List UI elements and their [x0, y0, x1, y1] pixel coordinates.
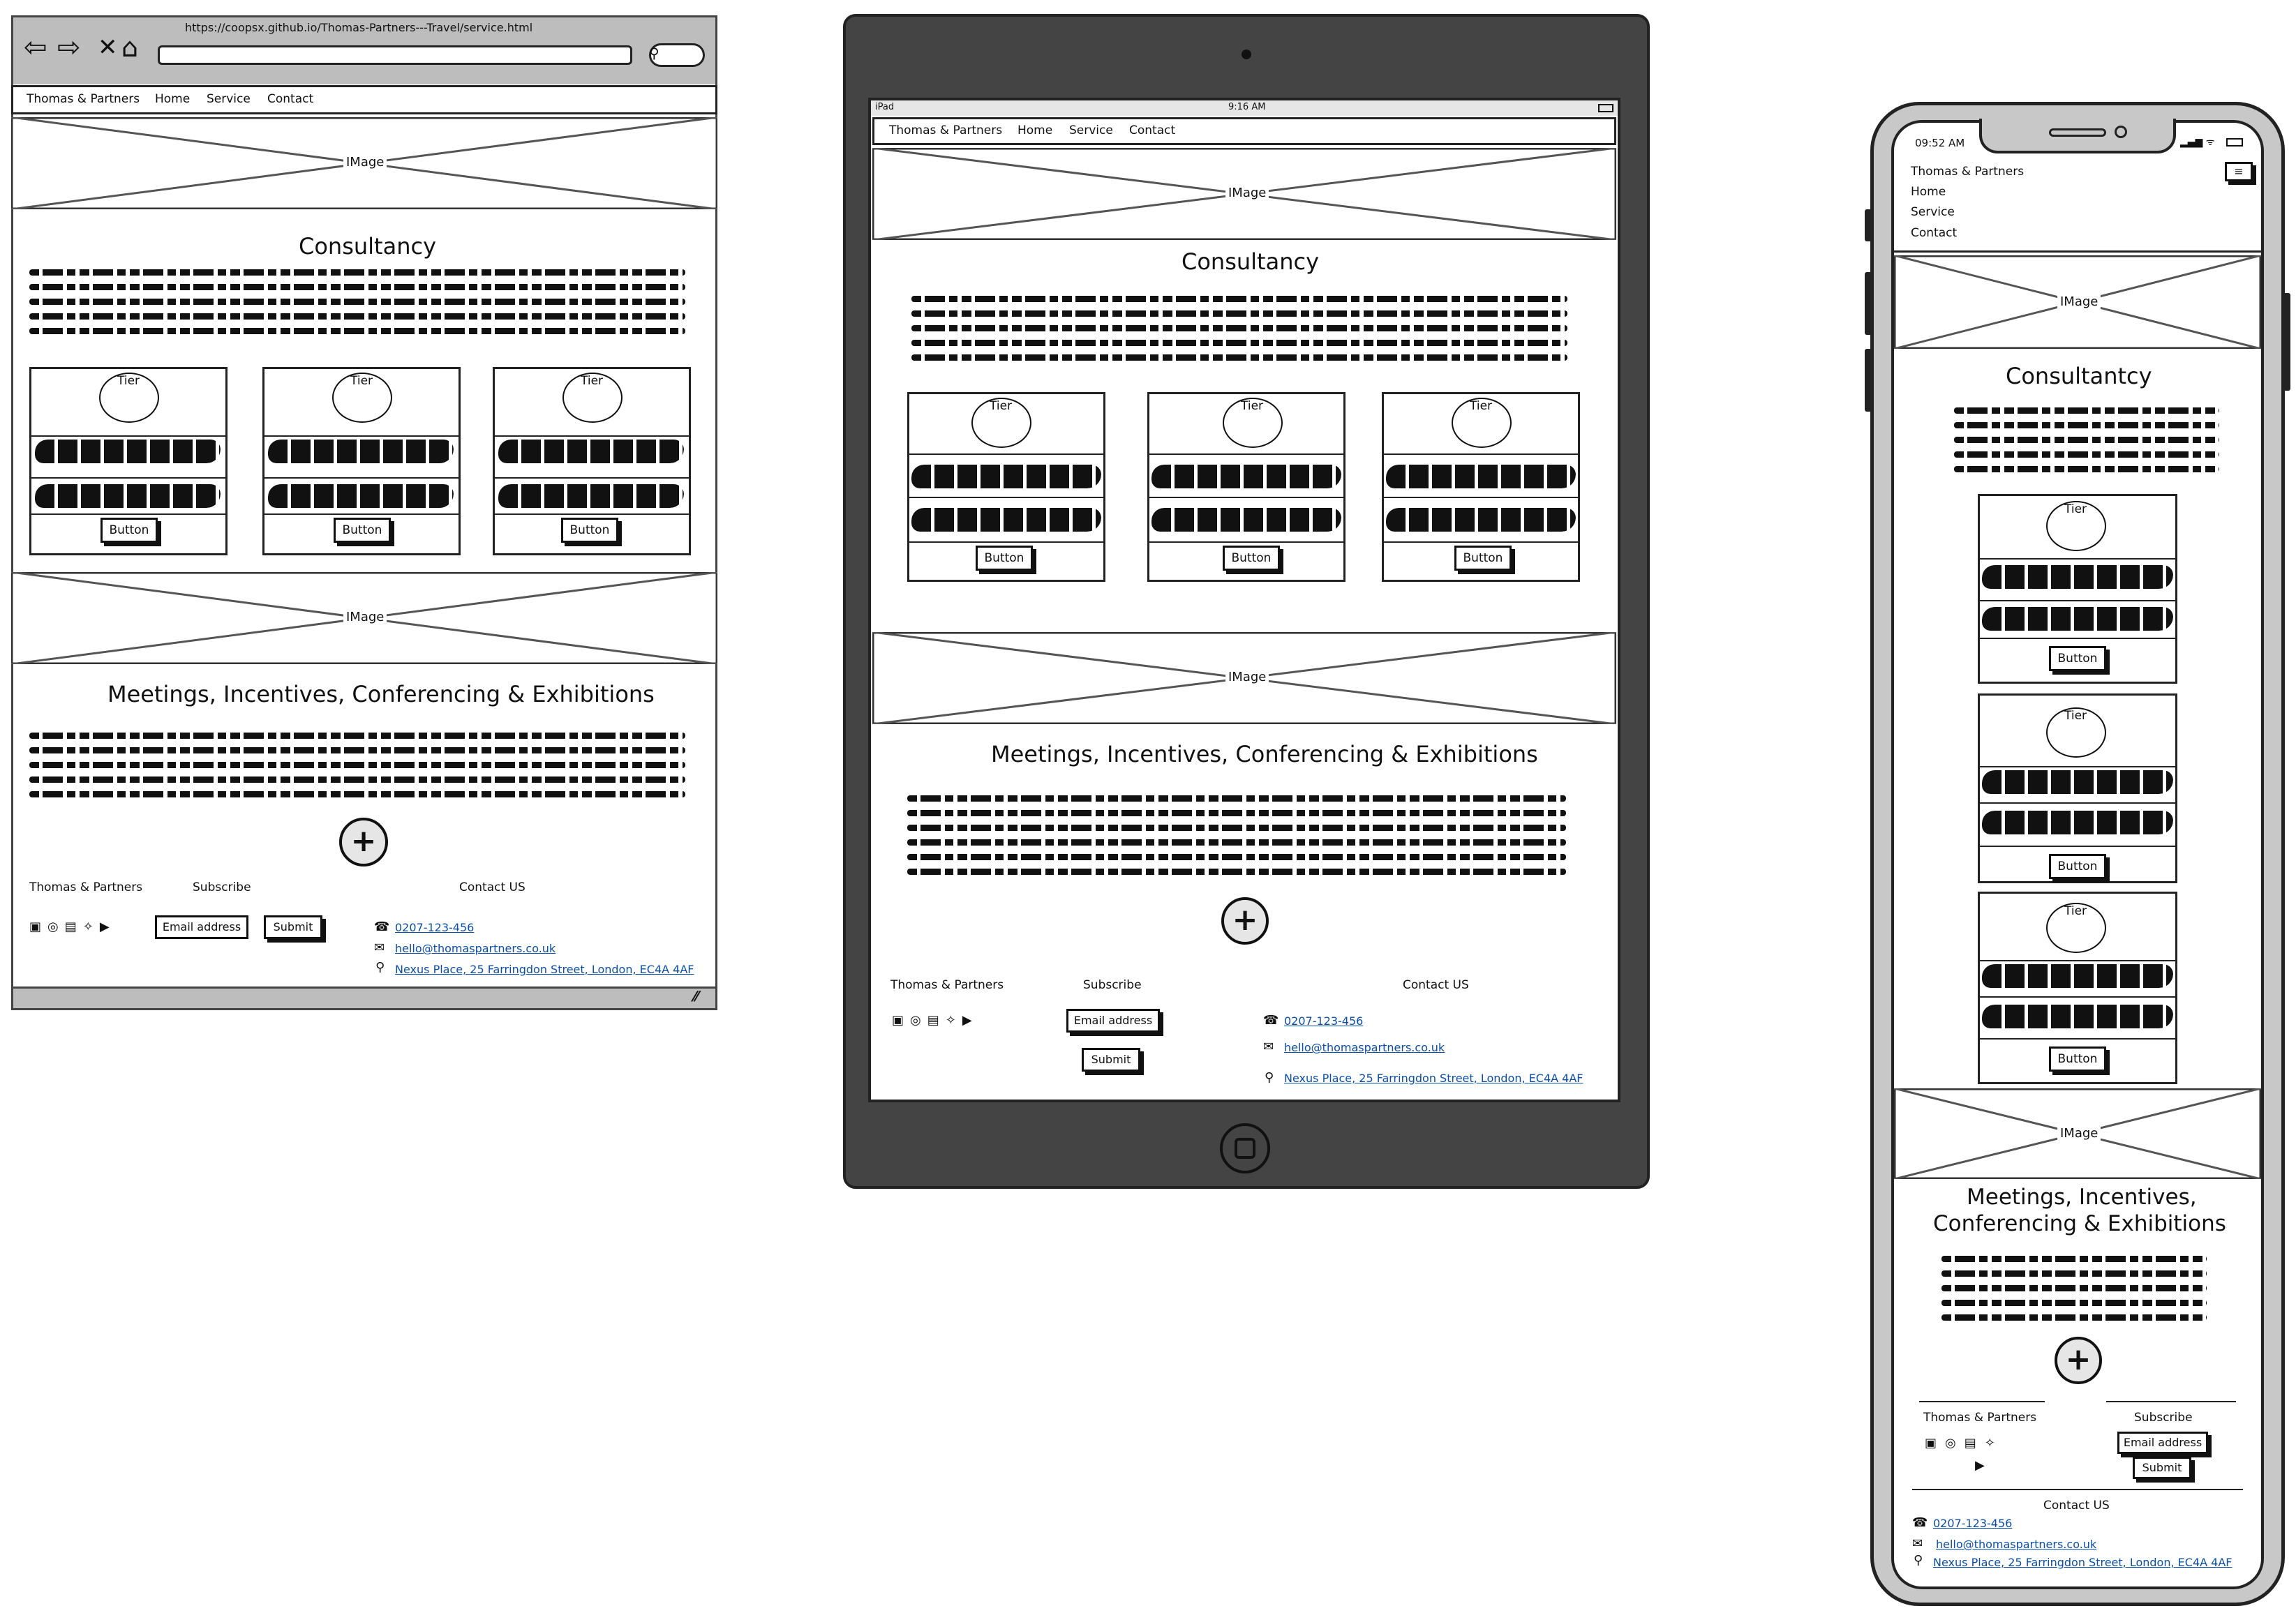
footer-subscribe: Subscribe: [2134, 1411, 2193, 1425]
section-title: Consultancy: [299, 233, 437, 260]
section-title: Meetings, Incentives, Conferencing & Exhibitions: [991, 741, 1538, 767]
phone-side-button: [2283, 293, 2290, 391]
address-link[interactable]: Nexus Place, 25 Farringdon Street, London, EC4A 4AF: [1933, 1556, 2232, 1569]
footer-subscribe: Subscribe: [1083, 978, 1142, 992]
section-title: Meetings, Incentives,: [1967, 1185, 2197, 1210]
body-text-scribble: [911, 296, 1567, 369]
body-text-scribble: [29, 269, 685, 343]
hamburger-icon[interactable]: ≡: [2225, 162, 2253, 181]
mail-icon: ✉: [1912, 1536, 1923, 1551]
linkedin-icon[interactable]: ▤: [64, 920, 83, 934]
divider: [1978, 802, 2177, 804]
email-field[interactable]: Email address: [2117, 1432, 2208, 1454]
mail-icon: ✉: [1263, 1040, 1274, 1054]
phone-link[interactable]: 0207-123-456: [395, 921, 475, 934]
social-icons: [892, 1013, 978, 1028]
footer-brand: Thomas & Partners: [890, 978, 1004, 992]
email-link[interactable]: hello@thomaspartners.co.uk: [1936, 1538, 2097, 1551]
footer-contact: Contact US: [1403, 978, 1469, 992]
front-camera: [2115, 126, 2127, 138]
forward-icon[interactable]: ⇨: [57, 31, 81, 63]
image-label: IMage: [2057, 294, 2101, 309]
image-label: IMage: [343, 610, 387, 624]
phone-side-button: [1865, 272, 1872, 335]
divider: [1147, 497, 1345, 498]
tier-button[interactable]: Button: [976, 546, 1033, 571]
section-title: Meetings, Incentives, Conferencing & Exhibitions: [107, 681, 655, 707]
text-scribble: [1386, 508, 1576, 532]
status-time: 9:16 AM: [1228, 102, 1266, 112]
home-icon[interactable]: ⌂: [121, 32, 139, 63]
battery-icon: [2226, 138, 2243, 147]
body-text-scribble: [1941, 1256, 2207, 1329]
twitter-icon[interactable]: ✧: [82, 920, 100, 934]
tier-button[interactable]: Button: [334, 518, 391, 543]
mail-icon: ✉: [374, 940, 385, 955]
text-scribble: [498, 484, 684, 508]
nav-home[interactable]: Home: [1911, 185, 1946, 199]
plus-icon[interactable]: +: [2055, 1337, 2102, 1384]
nav-home[interactable]: Home: [1017, 123, 1053, 137]
submit-button[interactable]: Submit: [1082, 1048, 1140, 1072]
social-icons: [29, 920, 116, 934]
tier-button[interactable]: Button: [100, 518, 158, 543]
nav-contact[interactable]: Contact: [267, 92, 314, 106]
battery-icon: [1598, 104, 1613, 112]
instagram-icon[interactable]: ◎: [47, 920, 65, 934]
phone-icon: ☎: [1912, 1515, 1928, 1530]
body-text-scribble: [907, 795, 1566, 883]
text-scribble: [911, 508, 1101, 532]
home-button-square-icon: [1235, 1138, 1255, 1159]
footer-contact: Contact US: [2043, 1499, 2110, 1513]
divider: [1382, 497, 1580, 498]
stop-icon[interactable]: ✕: [98, 33, 118, 61]
text-scribble: [268, 484, 454, 508]
footer-brand: Thomas & Partners: [1923, 1411, 2037, 1425]
footer-contact: Contact US: [459, 880, 525, 894]
divider: [29, 435, 228, 437]
browser-status-bar: [13, 986, 715, 1008]
resize-handle-icon[interactable]: ⁄⁄: [694, 988, 699, 1005]
facebook-icon[interactable]: ▣: [892, 1013, 911, 1028]
text-scribble: [1982, 770, 2173, 794]
divider: [29, 513, 228, 515]
email-field[interactable]: Email address: [1066, 1009, 1160, 1033]
tier-label: Tier: [1470, 399, 1493, 413]
image-label: IMage: [343, 155, 387, 170]
section-title: Consultantcy: [2006, 363, 2152, 389]
tier-button[interactable]: Button: [1223, 546, 1280, 571]
tier-label: Tier: [2064, 502, 2087, 516]
phone-side-button: [1865, 349, 1872, 412]
nav-service[interactable]: Service: [1911, 205, 1955, 219]
text-scribble: [911, 465, 1101, 488]
footer-brand: Thomas & Partners: [29, 880, 143, 894]
facebook-icon[interactable]: ▣: [1925, 1436, 1946, 1450]
divider: [1147, 453, 1345, 455]
divider: [1147, 541, 1345, 543]
text-scribble: [1386, 465, 1576, 488]
tier-label: Tier: [990, 399, 1013, 413]
divider: [1978, 846, 2177, 847]
email-field[interactable]: Email address: [155, 915, 248, 939]
section-title: Consultancy: [1181, 248, 1320, 275]
browser-url-text: https://coopsx.github.io/Thomas-Partners---Travel/service.html: [185, 21, 533, 34]
nav-home[interactable]: Home: [155, 92, 191, 106]
twitter-icon[interactable]: ✧: [945, 1013, 962, 1028]
nav-brand[interactable]: Thomas & Partners: [27, 92, 140, 106]
nav-service[interactable]: Service: [1069, 123, 1113, 137]
plus-icon[interactable]: +: [1221, 897, 1269, 945]
twitter-icon[interactable]: ✧: [1984, 1436, 2004, 1450]
tier-label: Tier: [581, 374, 604, 388]
text-scribble: [1982, 607, 2173, 631]
text-scribble: [1982, 964, 2173, 988]
instagram-icon[interactable]: ◎: [910, 1013, 927, 1028]
tablet-camera: [1242, 50, 1251, 59]
map-pin-icon: ⚲: [375, 960, 385, 975]
divider: [262, 513, 461, 515]
phone-link[interactable]: 0207-123-456: [1284, 1014, 1364, 1028]
text-scribble: [1982, 811, 2173, 834]
address-link[interactable]: Nexus Place, 25 Farringdon Street, London, EC4A 4AF: [1284, 1072, 1583, 1085]
image-label: IMage: [2057, 1126, 2101, 1141]
divider: [1978, 766, 2177, 767]
body-text-scribble: [1954, 407, 2219, 481]
tier-label: Tier: [2064, 904, 2087, 918]
divider: [1978, 960, 2177, 961]
divider: [1978, 600, 2177, 601]
phone-link[interactable]: 0207-123-456: [1933, 1517, 2013, 1530]
tier-button[interactable]: Button: [561, 518, 618, 543]
search-icon: ⚲: [649, 45, 659, 61]
linkedin-icon[interactable]: ▤: [927, 1013, 946, 1028]
text-scribble: [498, 440, 684, 463]
text-scribble: [268, 440, 454, 463]
divider: [493, 435, 691, 437]
tier-button[interactable]: Button: [1454, 546, 1512, 571]
tier-label: Tier: [2064, 709, 2087, 723]
map-pin-icon: ⚲: [1265, 1070, 1274, 1085]
divider: [1978, 996, 2177, 998]
divider: [1978, 1038, 2177, 1040]
text-scribble: [1151, 508, 1341, 532]
status-device: iPad: [875, 102, 895, 112]
email-link[interactable]: hello@thomaspartners.co.uk: [395, 942, 556, 955]
text-scribble: [1151, 465, 1341, 488]
phone-icon: ☎: [374, 920, 390, 934]
youtube-icon[interactable]: ▶: [99, 920, 116, 934]
divider: [1382, 541, 1580, 543]
tier-label: Tier: [117, 374, 140, 388]
divider: [2106, 1401, 2236, 1402]
text-scribble: [35, 484, 221, 508]
divider: [29, 477, 228, 479]
nav-contact[interactable]: Contact: [1129, 123, 1176, 137]
divider: [1919, 1401, 2045, 1402]
linkedin-icon[interactable]: ▤: [1964, 1436, 1985, 1450]
tier-button[interactable]: Button: [2049, 646, 2106, 671]
tier-button[interactable]: Button: [2049, 1046, 2106, 1072]
back-icon[interactable]: ⇦: [24, 31, 47, 63]
phone-icon: ☎: [1263, 1013, 1279, 1028]
address-bar[interactable]: [158, 45, 632, 65]
text-scribble: [35, 440, 221, 463]
youtube-icon[interactable]: ▶: [962, 1013, 978, 1028]
plus-icon[interactable]: +: [339, 818, 388, 866]
divider: [1912, 1489, 2243, 1490]
tier-label: Tier: [350, 374, 373, 388]
youtube-icon[interactable]: ▶: [1975, 1458, 1985, 1473]
status-time: 09:52 AM: [1915, 137, 1965, 149]
speaker-grille: [2049, 128, 2106, 137]
divider: [493, 513, 691, 515]
text-scribble: [1982, 1005, 2173, 1028]
divider: [907, 541, 1105, 543]
nav-contact[interactable]: Contact: [1911, 226, 1958, 240]
footer-subscribe: Subscribe: [193, 880, 251, 894]
divider: [907, 497, 1105, 498]
submit-button[interactable]: Submit: [264, 915, 322, 939]
divider: [262, 477, 461, 479]
image-label: IMage: [1225, 186, 1269, 200]
divider: [1978, 638, 2177, 639]
nav-brand[interactable]: Thomas & Partners: [889, 123, 1003, 137]
body-text-scribble: [29, 733, 685, 806]
tier-label: Tier: [1241, 399, 1264, 413]
text-scribble: [1982, 565, 2173, 589]
divider: [262, 435, 461, 437]
tier-button[interactable]: Button: [2049, 854, 2106, 879]
divider: [907, 453, 1105, 455]
image-label: IMage: [1225, 670, 1269, 684]
social-icons: [1925, 1436, 2004, 1450]
divider: [493, 477, 691, 479]
signal-icon: ▂▄▆ ᯤ: [2180, 137, 2215, 148]
divider: [1382, 453, 1580, 455]
map-pin-icon: ⚲: [1914, 1553, 1923, 1568]
submit-button[interactable]: Submit: [2133, 1457, 2191, 1479]
instagram-icon[interactable]: ◎: [1945, 1436, 1965, 1450]
section-title: Conferencing & Exhibitions: [1933, 1211, 2226, 1236]
divider: [1978, 558, 2177, 560]
address-link[interactable]: Nexus Place, 25 Farringdon Street, London, EC4A 4AF: [395, 963, 694, 976]
phone-side-button: [1865, 209, 1872, 241]
nav-brand[interactable]: Thomas & Partners: [1911, 165, 2025, 179]
facebook-icon[interactable]: ▣: [29, 920, 48, 934]
nav-service[interactable]: Service: [207, 92, 251, 106]
email-link[interactable]: hello@thomaspartners.co.uk: [1284, 1041, 1445, 1054]
